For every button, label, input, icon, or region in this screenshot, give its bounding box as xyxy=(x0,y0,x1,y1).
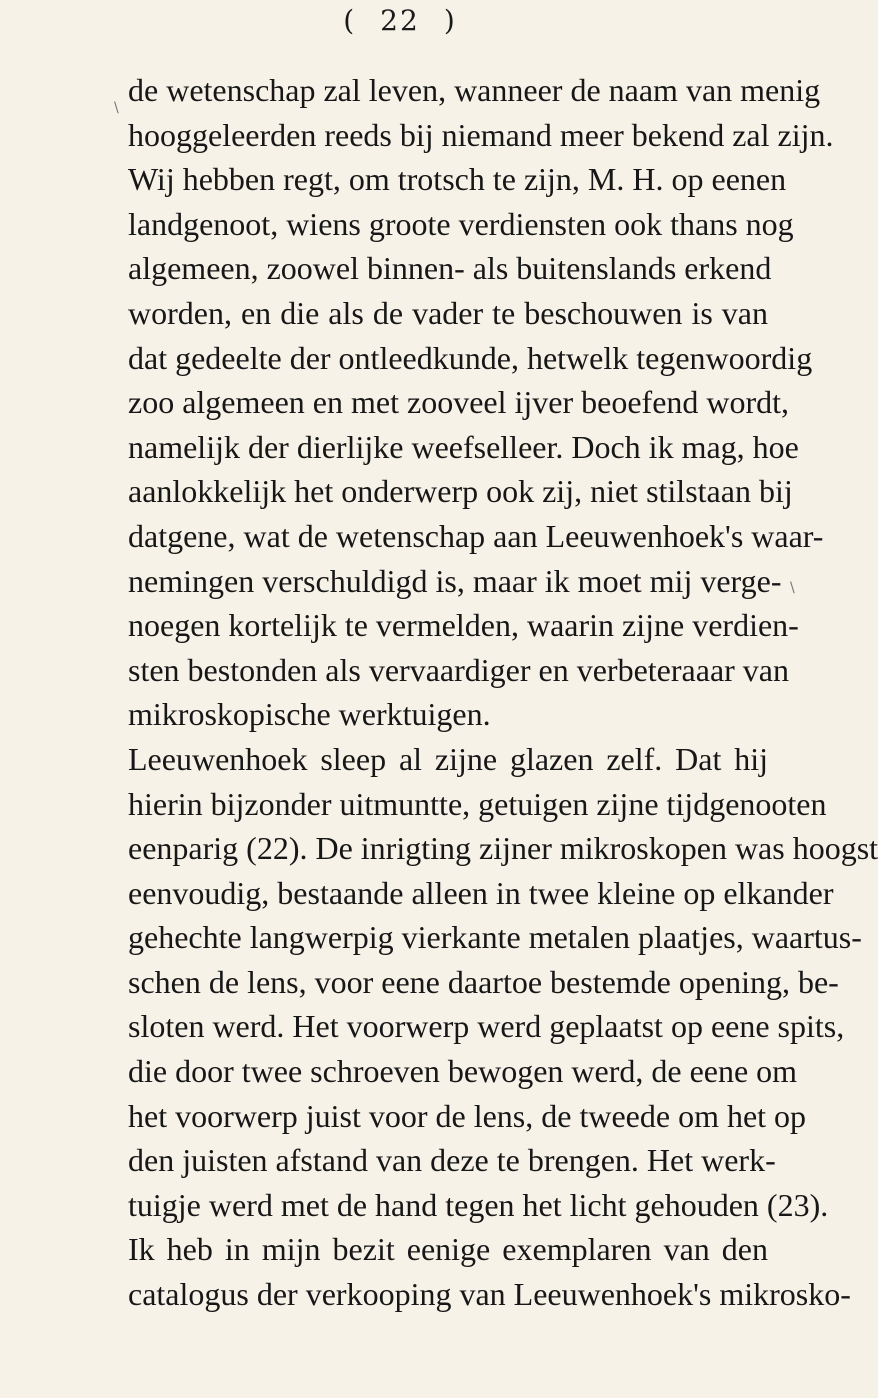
text-line: worden, en die als de vader te beschouwen is van xyxy=(128,294,768,331)
text-line: die door twee schroeven bewogen werd, de eene om xyxy=(128,1053,798,1090)
text-line: nemingen verschuldigd is, maar ik moet mij verge- xyxy=(128,562,782,599)
text-line: hierin bijzonder uitmuntte, getuigen zijne tijdgenooten xyxy=(128,785,827,822)
text-line: aanlokkelijk het onderwerp ook zij, niet stilstaan bij xyxy=(128,473,793,510)
stray-mark: \ xyxy=(790,580,795,596)
text-line: eenparig (22). De inrigting zijner mikroskopen was hoogst xyxy=(128,830,878,867)
text-line: datgene, wat de wetenschap aan Leeuwenhoek's waar- xyxy=(128,517,824,554)
stray-mark: \ xyxy=(114,100,119,116)
text-line: catalogus der verkooping van Leeuwenhoek's mikrosko- xyxy=(128,1276,851,1313)
text-line: schen de lens, voor eene daartoe bestemde opening, be- xyxy=(128,963,839,1000)
text-line: Ik heb in mijn bezit eenige exemplaren van den xyxy=(128,1231,768,1268)
text-line: dat gedeelte der ontleedkunde, hetwelk tegenwoordig xyxy=(128,339,813,376)
text-line: eenvoudig, bestaande alleen in twee kleine op elkander xyxy=(128,874,834,911)
text-line: algemeen, zoowel binnen- als buitenslands erkend xyxy=(128,250,772,287)
folio-open-paren: ( xyxy=(343,4,357,37)
text-line: het voorwerp juist voor de lens, de tweede om het op xyxy=(128,1097,807,1134)
text-line: tuigje werd met de hand tegen het licht gehouden (23). xyxy=(128,1186,829,1223)
text-line: zoo algemeen en met zooveel ijver beoefend wordt, xyxy=(128,384,790,421)
text-line: sten bestonden als vervaardiger en verbeteraaar van xyxy=(128,651,789,688)
folio-number: 22 xyxy=(380,4,420,37)
text-line: de wetenschap zal leven, wanneer de naam van menig xyxy=(128,72,821,108)
page-number xyxy=(0,4,800,37)
text-line: Leeuwenhoek sleep al zijne glazen zelf. Dat hij xyxy=(128,740,768,777)
text-line: Wij hebben regt, om trotsch te zijn, M. H. op eenen xyxy=(128,161,787,198)
text-line: sloten werd. Het voorwerp werd geplaatst op eene spits, xyxy=(128,1008,845,1045)
text-line: den juisten afstand van deze te brengen. Het werk- xyxy=(128,1142,776,1179)
text-line: landgenoot, wiens groote verdiensten ook thans nog xyxy=(128,205,794,242)
text-line: gehechte langwerpig vierkante metalen plaatjes, waartus- xyxy=(128,919,862,956)
body-text xyxy=(128,68,878,1317)
folio-close-paren: ) xyxy=(443,4,457,37)
text-line: hooggeleerden reeds bij niemand meer bekend zal zijn. xyxy=(128,116,834,153)
text-line: mikroskopische werktuigen. xyxy=(128,696,491,733)
text-line: namelijk der dierlijke weefselleer. Doch ik mag, hoe xyxy=(128,428,799,465)
text-line: noegen kortelijk te vermelden, waarin zijne verdien- xyxy=(128,607,799,644)
